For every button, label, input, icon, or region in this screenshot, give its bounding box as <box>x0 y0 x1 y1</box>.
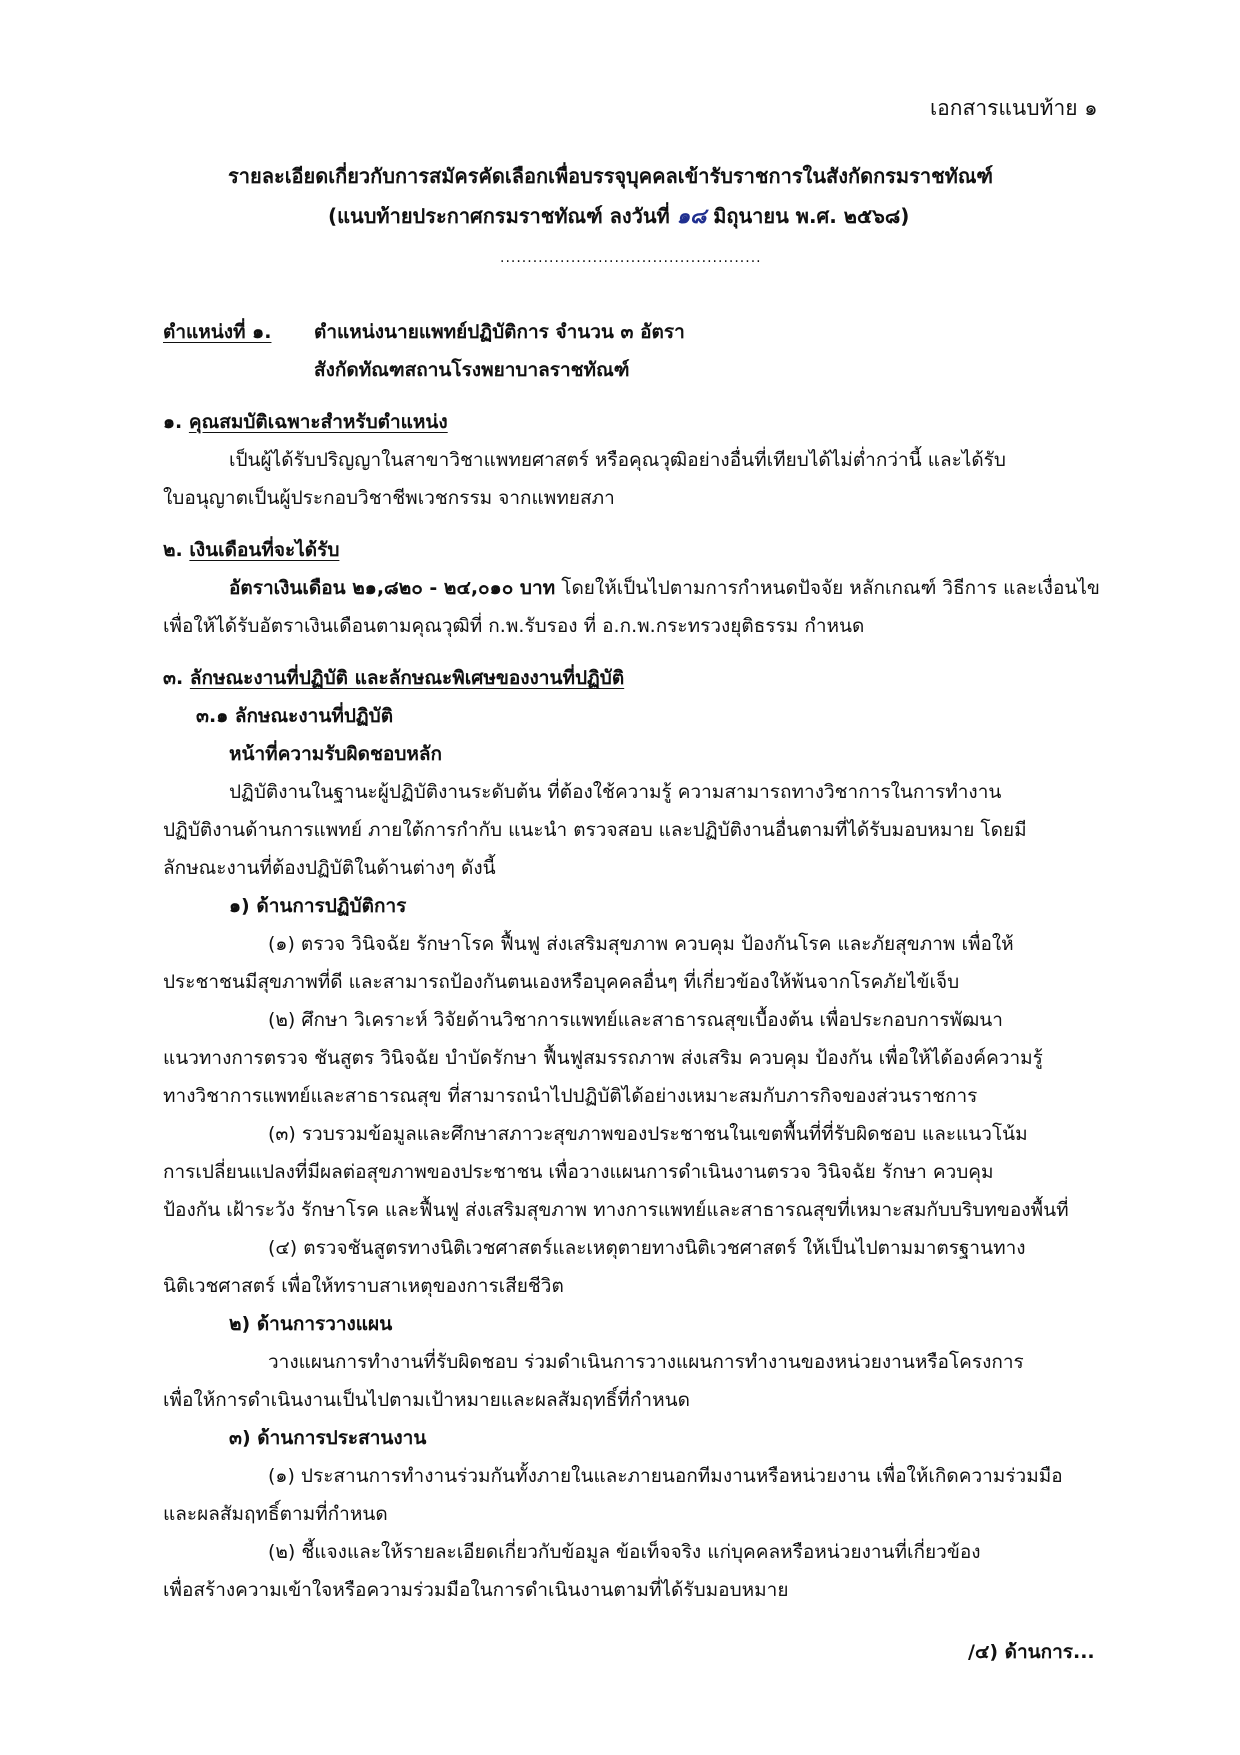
section1-line: เป็นผู้ได้รับปริญญาในสาขาวิชาแพทยศาสตร์ หรือคุณวุฒิอย่างอื่นที่เทียบได้ไม่ต่ำกว่านี้ และได้รับ <box>229 449 1006 471</box>
section1-title: คุณสมบัติเฉพาะสำหรับตำแหน่ง <box>188 411 448 433</box>
area3-item2-line: (๒) ชี้แจงและให้รายละเอียดเกี่ยวกับข้อมูล ข้อเท็จจริง แก่บุคคลหรือหน่วยงานที่เกี่ยวข้อง <box>268 1541 981 1563</box>
subtitle-before: (แนบท้ายประกาศกรมราชทัณฑ์ ลงวันที่ <box>328 204 670 228</box>
section1-number: ๑. <box>163 411 183 433</box>
area1-item2-line: ทางวิชาการแพทย์และสาธารณสุข ที่สามารถนำไปปฏิบัติได้อย่างเหมาะสมกับภารกิจของส่วนราชการ <box>163 1085 978 1107</box>
area1-item1-line: (๑) ตรวจ วินิจฉัย รักษาโรค ฟื้นฟู ส่งเสริมสุขภาพ ควบคุม ป้องกันโรค และภัยสุขภาพ เพื่อให้ <box>268 933 1014 955</box>
duty-heading: หน้าที่ความรับผิดชอบหลัก <box>229 743 443 765</box>
salary-range: อัตราเงินเดือน ๒๑,๘๒๐ - ๒๔,๐๑๐ บาท <box>229 577 556 599</box>
salary-line <box>229 574 1100 602</box>
intro-line: ลักษณะงานที่ต้องปฏิบัติในด้านต่างๆ ดังนี้ <box>163 857 496 879</box>
section2-line: เพื่อให้ได้รับอัตราเงินเดือนตามคุณวุฒิที่ ก.พ.รับรอง ที่ อ.ก.พ.กระทรวงยุติธรรม กำหนด <box>163 615 865 637</box>
dotted-rule: ................................................ <box>500 250 762 266</box>
position-label: ตำแหน่งที่ ๑. <box>163 321 272 343</box>
area1-item4-line: (๔) ตรวจชันสูตรทางนิติเวชศาสตร์และเหตุตายทางนิติเวชศาสตร์ ให้เป็นไปตามมาตรฐานทาง <box>268 1237 1026 1259</box>
document-subtitle <box>328 202 909 230</box>
section3-heading <box>163 664 624 692</box>
document-title: รายละเอียดเกี่ยวกับการสมัครคัดเลือกเพื่อบรรจุบุคคลเข้ารับราชการในสังกัดกรมราชทัณฑ์ <box>228 164 993 188</box>
area1-item4-line: นิติเวชศาสตร์ เพื่อให้ทราบสาเหตุของการเสียชีวิต <box>163 1275 564 1297</box>
area1-item3-line: (๓) รวบรวมข้อมูลและศึกษาสภาวะสุขภาพของประชาชนในเขตพื้นที่ที่รับผิดชอบ และแนวโน้ม <box>268 1123 1028 1145</box>
position-title: ตำแหน่งนายแพทย์ปฏิบัติการ จำนวน ๓ อัตรา <box>314 321 685 343</box>
area3-item2-line: เพื่อสร้างความเข้าใจหรือความร่วมมือในการดำเนินงานตามที่ได้รับมอบหมาย <box>163 1579 789 1601</box>
subsection-heading: ๓.๑ ลักษณะงานที่ปฏิบัติ <box>196 705 394 727</box>
area1-heading: ๑) ด้านการปฏิบัติการ <box>229 895 407 917</box>
section2-title: เงินเดือนที่จะได้รับ <box>189 539 340 561</box>
area3-heading: ๓) ด้านการประสานงาน <box>229 1427 427 1449</box>
area1-item3-line: ป้องกัน เฝ้าระวัง รักษาโรค และฟื้นฟู ส่งเสริมสุขภาพ ทางการแพทย์และสาธารณสุขที่เหมาะสมกับบริบทของพื้นที่ <box>163 1199 1069 1221</box>
section3-number: ๓. <box>163 667 184 689</box>
section2-number: ๒. <box>163 539 183 561</box>
section1-line: ใบอนุญาตเป็นผู้ประกอบวิชาชีพเวชกรรม จากแพทยสภา <box>163 487 615 509</box>
area1-item2-line: (๒) ศึกษา วิเคราะห์ วิจัยด้านวิชาการแพทย์และสาธารณสุขเบื้องต้น เพื่อประกอบการพัฒนา <box>268 1009 1003 1031</box>
intro-line: ปฏิบัติงานด้านการแพทย์ ภายใต้การกำกับ แนะนำ ตรวจสอบ และปฏิบัติงานอื่นตามที่ได้รับมอบหมาย โดยมี <box>163 819 1027 841</box>
area3-item1-line: และผลสัมฤทธิ์ตามที่กำหนด <box>163 1503 388 1525</box>
area1-item1-line: ประชาชนมีสุขภาพที่ดี และสามารถป้องกันตนเองหรือบุคคลอื่นๆ ที่เกี่ยวข้องให้พ้นจากโรคภัยไข้เจ็บ <box>163 971 960 993</box>
intro-line: ปฏิบัติงานในฐานะผู้ปฏิบัติงานระดับต้น ที่ต้องใช้ความรู้ ความสามารถทางวิชาการในการทำงาน <box>229 781 1002 803</box>
position-affiliation: สังกัดทัณฑสถานโรงพยาบาลราชทัณฑ์ <box>314 359 630 381</box>
area2-heading: ๒) ด้านการวางแผน <box>229 1313 393 1335</box>
section3-title: ลักษณะงานที่ปฏิบัติ และลักษณะพิเศษของงานที่ปฏิบัติ <box>189 667 625 689</box>
area1-item2-line: แนวทางการตรวจ ชันสูตร วินิจฉัย บำบัดรักษา ฟื้นฟูสมรรถภาพ ส่งเสริม ควบคุม ป้องกัน เพื่อให้ได้องค์ความรู้ <box>163 1047 1043 1069</box>
section1-heading <box>163 408 448 436</box>
area3-item1-line: (๑) ประสานการทำงานร่วมกันทั้งภายในและภายนอกทีมงานหรือหน่วยงาน เพื่อให้เกิดความร่วมมือ <box>268 1465 1063 1487</box>
area2-line: วางแผนการทำงานที่รับผิดชอบ ร่วมดำเนินการวางแผนการทำงานของหน่วยงานหรือโครงการ <box>268 1351 1024 1373</box>
attachment-label: เอกสารแนบท้าย ๑ <box>930 96 1098 120</box>
continuation-marker: /๔) ด้านการ... <box>968 1641 1095 1663</box>
section2-heading <box>163 536 339 564</box>
handwritten-day: ๑๘ <box>676 204 707 228</box>
subtitle-after: มิถุนายน พ.ศ. ๒๕๖๘) <box>713 204 910 228</box>
area1-item3-line: การเปลี่ยนแปลงที่มีผลต่อสุขภาพของประชาชน เพื่อวางแผนการดำเนินงานตรวจ วินิจฉัย รักษา ควบคุม <box>163 1161 994 1183</box>
salary-conditions: โดยให้เป็นไปตามการกำหนดปัจจัย หลักเกณฑ์ วิธีการ และเงื่อนไข <box>561 577 1100 599</box>
area2-line: เพื่อให้การดำเนินงานเป็นไปตามเป้าหมายและผลสัมฤทธิ์ที่กำหนด <box>163 1389 690 1411</box>
